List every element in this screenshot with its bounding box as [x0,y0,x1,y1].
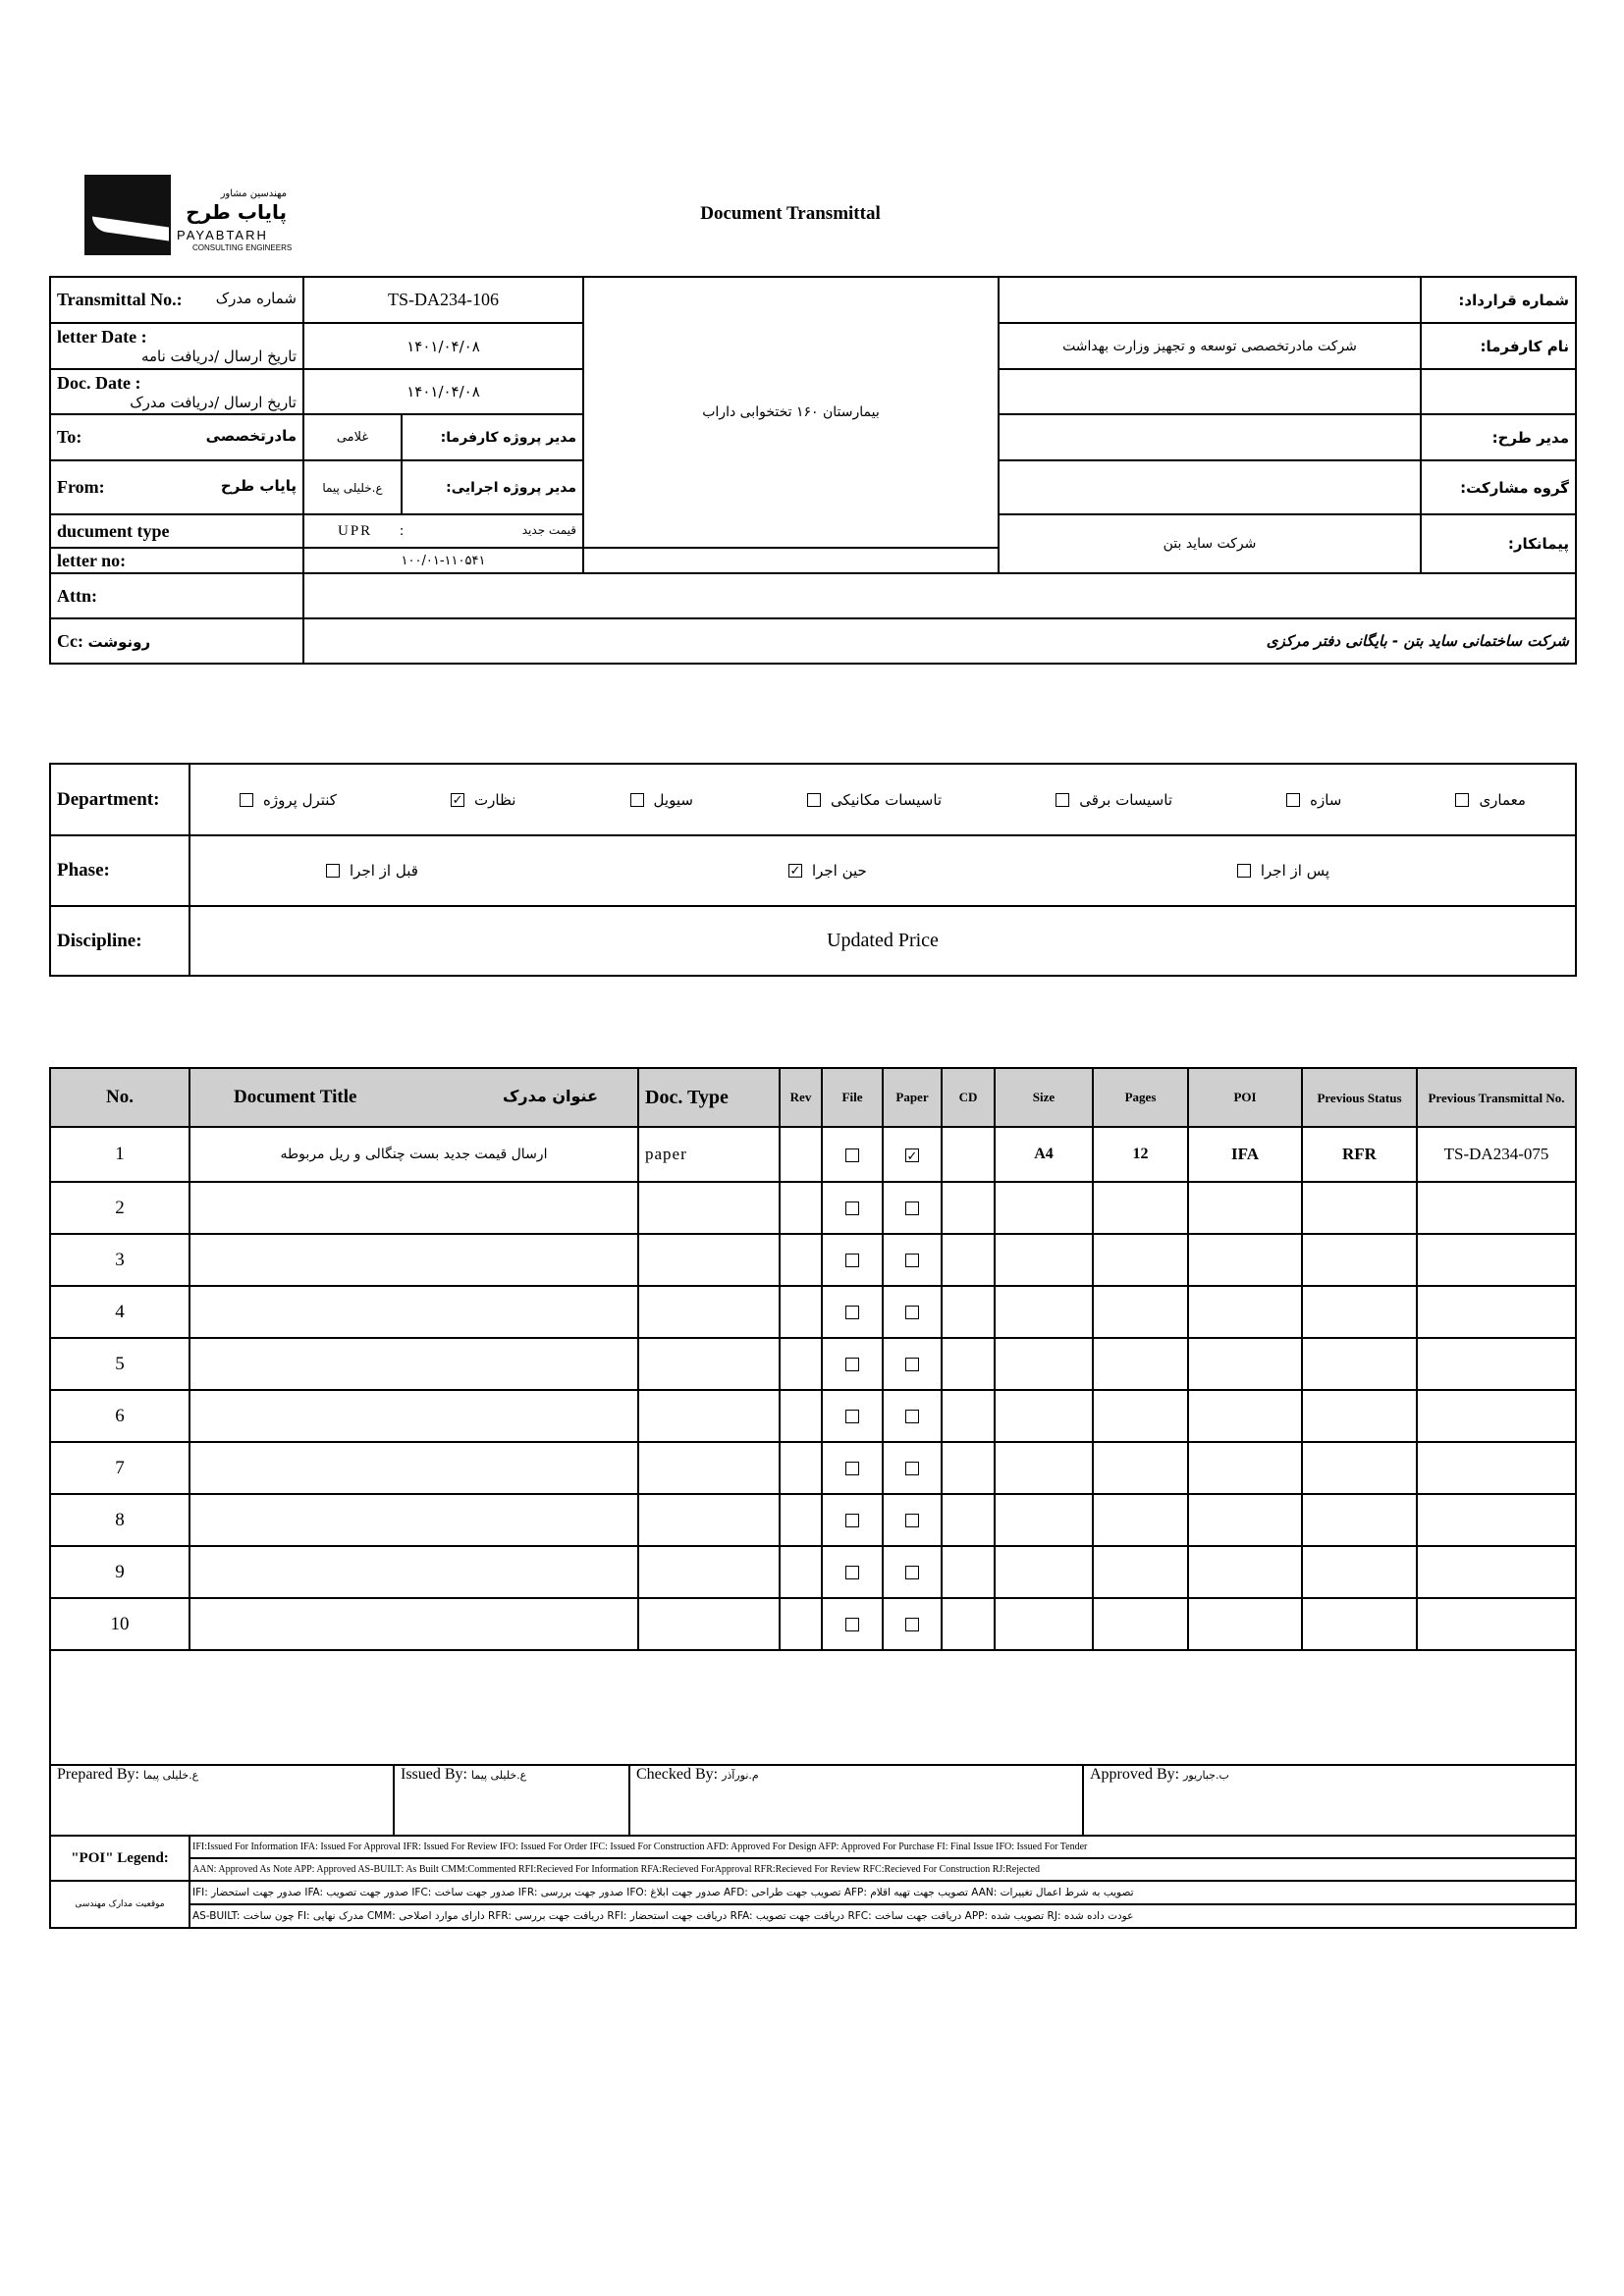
exec-pm-value: ع.خلیلی پیما [303,460,402,514]
row-title [189,1546,638,1598]
issued-by [394,1765,629,1836]
from-value: پایاب طرح [220,477,297,495]
row-doc-type [638,1182,780,1234]
project-name: بیمارستان ۱۶۰ تختخوابی داراب [583,277,999,548]
row-prev-transmittal [1417,1390,1576,1442]
row-no: 4 [50,1286,189,1338]
row-paper [883,1442,942,1494]
department-option-label: نظارت [474,790,516,809]
row-poi [1188,1546,1302,1598]
phase-label: Phase: [50,835,189,906]
letter-no-value: ۱۰۰/۰۱-۱۱۰۵۴۱ [303,548,583,573]
row-rev [780,1338,822,1390]
row-no: 9 [50,1546,189,1598]
row-cd [942,1546,995,1598]
transmittal-no-fa: شماره مدرک [215,290,297,307]
row-pages [1093,1182,1188,1234]
checkbox-icon[interactable] [905,1254,919,1267]
table-row [50,1127,1576,1182]
department-table [49,763,1577,977]
checked-by [629,1765,1083,1836]
checkbox-icon[interactable] [240,793,253,807]
row-prev-transmittal: TS-DA234-075 [1417,1127,1576,1182]
row-size [995,1546,1093,1598]
poi-legend-line2: AAN: Approved As Note APP: Approved AS-BUILT: As Built CMM:Commented RFI:Recieved For Information RFA:Recieved ForApproval RFR:Recieved For Review RFC:Recieved For Construction RJ:Rejected [189,1858,1576,1881]
prepared-by [50,1765,394,1836]
logo-en-sub: CONSULTING ENGINEERS [192,243,293,252]
logo-fa: پایاب طرح [186,200,287,224]
department-option[interactable] [1286,791,1341,809]
client-pm-label: مدیر پروژه کارفرما: [402,414,583,460]
row-file [822,1234,883,1286]
row-rev [780,1494,822,1546]
contractor-value: شرکت ساید بتن [999,514,1421,573]
approved-label: Approved By: [1090,1766,1180,1783]
logo-fa-small: مهندسین مشاور [220,188,287,199]
row-paper [883,1286,942,1338]
row-title [189,1598,638,1650]
row-prev-transmittal [1417,1442,1576,1494]
checkbox-icon[interactable] [845,1410,859,1423]
row-file [822,1598,883,1650]
checkbox-icon[interactable] [1286,793,1300,807]
row-title [189,1338,638,1390]
doc-type-cell [303,514,583,548]
row-rev [780,1182,822,1234]
department-options [189,764,1576,835]
row-prev-status [1302,1182,1417,1234]
row-paper [883,1598,942,1650]
logo-en: PAYABTARH [177,228,268,242]
checkbox-icon[interactable] [845,1566,859,1579]
cc-label: Cc: [57,630,83,651]
row-no: 3 [50,1234,189,1286]
legend-table [49,1835,1577,1929]
row-poi [1188,1234,1302,1286]
row-file [822,1182,883,1234]
table-row [50,1338,1576,1390]
table-row [50,1286,1576,1338]
attn-value [303,573,1576,618]
contract-no-value [999,277,1421,323]
row-poi [1188,1494,1302,1546]
contract-no-label: شماره قرارداد: [1421,277,1576,323]
employer-label: نام کارفرما: [1421,323,1576,369]
poi-legend-line1: IFI:Issued For Information IFA: Issued For Approval IFR: Issued For Review IFO: Issued For Order IFC: Issued For Construction AFD: Approved For Design AFP: Approved For Purchase FI: Final Issue IFO: Issued For Tender [189,1836,1576,1858]
department-option-label: کنترل پروژه [263,790,337,809]
exec-pm-label: مدیر پروژه اجرایی: [402,460,583,514]
col-file: File [822,1068,883,1127]
col-rev: Rev [780,1068,822,1127]
row-cd [942,1127,995,1182]
row-pages [1093,1442,1188,1494]
row-rev [780,1127,822,1182]
row-prev-transmittal [1417,1598,1576,1650]
partnership-label: گروه مشارکت: [1421,460,1576,514]
checkbox-icon[interactable] [905,1514,919,1527]
row-prev-transmittal [1417,1494,1576,1546]
doc-date-value: ۱۴۰۱/۰۴/۰۸ [303,369,583,414]
status-legend-label: موقعیت مدارک مهندسی [50,1881,189,1928]
row-size [995,1494,1093,1546]
checkbox-icon[interactable] [845,1201,859,1215]
row-file [822,1546,883,1598]
table-row [50,1234,1576,1286]
checkbox-icon[interactable] [905,1462,919,1475]
row-title: ارسال قیمت جدید بست چنگالی و ریل مربوطه [189,1127,638,1182]
row-pages [1093,1546,1188,1598]
department-option-label: تاسیسات مکانیکی [831,790,943,809]
attn-label: Attn: [50,573,303,618]
row-cd [942,1338,995,1390]
department-option[interactable] [807,791,942,809]
col-prev-status: Previous Status [1302,1068,1417,1127]
empty-cell [583,548,999,573]
checkbox-icon[interactable] [845,1306,859,1319]
row-cd [942,1598,995,1650]
checkbox-icon[interactable] [845,1148,859,1162]
discipline-label: Discipline: [50,906,189,976]
row-poi [1188,1338,1302,1390]
checkbox-icon[interactable] [1237,864,1251,878]
partnership-value [999,460,1421,514]
logo-mark-icon [84,175,171,255]
col-title [189,1068,638,1127]
department-option[interactable] [240,791,337,809]
col-title-en: Document Title [234,1087,357,1107]
row-size [995,1234,1093,1286]
row-no: 7 [50,1442,189,1494]
empty-cell [999,369,1421,414]
letter-date-label: letter Date : [57,327,147,347]
issued-value: ع.خلیلی پیما [471,1769,527,1782]
letter-date-fa: تاریخ ارسال /دریافت نامه [140,347,297,365]
row-doc-type [638,1338,780,1390]
row-prev-status [1302,1390,1417,1442]
row-no: 10 [50,1598,189,1650]
col-prev-transmittal: Previous Transmittal No. [1417,1068,1576,1127]
row-pages [1093,1234,1188,1286]
checked-label: Checked By: [636,1766,719,1783]
row-title [189,1182,638,1234]
transmittal-info-table [49,276,1577,665]
cc-cell [50,618,303,664]
doc-type-fa: قیمت جدید [521,522,576,537]
department-option-label: سازه [1310,790,1342,809]
letter-date-value: ۱۴۰۱/۰۴/۰۸ [303,323,583,369]
row-cd [942,1286,995,1338]
phase-option[interactable] [326,862,418,880]
department-option[interactable] [1056,791,1172,809]
table-row [50,1442,1576,1494]
checkbox-icon[interactable] [326,864,340,878]
checkbox-icon[interactable] [845,1462,859,1475]
checkbox-icon[interactable] [845,1514,859,1527]
checkbox-icon[interactable] [845,1358,859,1371]
row-title [189,1390,638,1442]
checkbox-icon[interactable] [905,1410,919,1423]
col-poi: POI [1188,1068,1302,1127]
page-title: Document Transmittal [700,203,881,224]
row-rev [780,1234,822,1286]
signatures-table [49,1764,1577,1837]
row-prev-transmittal [1417,1234,1576,1286]
department-option-label: معماری [1479,790,1526,809]
row-paper [883,1546,942,1598]
from-cell [50,460,303,514]
phase-option[interactable] [788,862,867,880]
phase-option-label: حین اجرا [811,862,867,880]
row-prev-transmittal [1417,1182,1576,1234]
row-file [822,1390,883,1442]
row-paper [883,1494,942,1546]
notes-area [50,1650,1576,1765]
row-prev-transmittal [1417,1546,1576,1598]
row-cd [942,1442,995,1494]
row-cd [942,1182,995,1234]
row-doc-type [638,1234,780,1286]
row-size [995,1182,1093,1234]
row-size: A4 [995,1127,1093,1182]
checkbox-icon[interactable] [1455,793,1469,807]
approved-value: ب.جباریور [1183,1769,1229,1782]
row-doc-type [638,1598,780,1650]
row-prev-status [1302,1338,1417,1390]
doc-date-label: Doc. Date : [57,372,141,393]
row-doc-type [638,1442,780,1494]
row-prev-status [1302,1494,1417,1546]
row-cd [942,1494,995,1546]
department-option[interactable] [1455,791,1526,809]
row-prev-transmittal [1417,1338,1576,1390]
row-prev-status: RFR [1302,1127,1417,1182]
table-row [50,1494,1576,1546]
table-row [50,1390,1576,1442]
doc-type-value: UPR [338,522,373,539]
department-option-label: تاسیسات برقی [1079,790,1172,809]
row-rev [780,1546,822,1598]
to-cell [50,414,303,460]
employer-value: شرکت مادرتخصصی توسعه و تجهیز وزارت بهداشت [999,323,1421,369]
row-doc-type [638,1390,780,1442]
phase-options [189,835,1576,906]
row-doc-type [638,1546,780,1598]
row-poi [1188,1286,1302,1338]
checked-value: م.نورآذر [722,1769,759,1782]
row-paper [883,1338,942,1390]
checkbox-icon[interactable] [1056,793,1069,807]
transmittal-no-value: TS-DA234-106 [303,277,583,323]
row-poi [1188,1598,1302,1650]
letter-no-label: letter no: [50,548,303,573]
status-legend-line1: IFI: صدور جهت استحضار IFA: صدور جهت تصویب IFC: صدور جهت ساخت IFR: صدور جهت بررسی IFO: صدور جهت ابلاغ AFD: تصویب جهت طراحی AFP: تصویب جهت تهیه اقلام AAN: تصویب به شرط اعمال تغییرات [189,1881,1576,1904]
row-paper [883,1390,942,1442]
col-paper: Paper [883,1068,942,1127]
table-row [50,1598,1576,1650]
checkbox-icon[interactable] [845,1254,859,1267]
row-cd [942,1234,995,1286]
row-prev-status [1302,1442,1417,1494]
transmittal-no-label: Transmittal No.: [57,290,183,309]
row-size [995,1286,1093,1338]
phase-option-label: قبل از اجرا [350,862,418,880]
col-pages: Pages [1093,1068,1188,1127]
cc-value: شرکت ساختمانی ساید بتن - بایگانی دفتر مرکزی [303,618,1576,664]
checkbox-icon[interactable] [905,1618,919,1631]
row-poi [1188,1442,1302,1494]
col-cd: CD [942,1068,995,1127]
from-label: From: [57,477,105,497]
row-paper [883,1127,942,1182]
empty-cell [1421,369,1576,414]
row-pages [1093,1390,1188,1442]
approved-by [1083,1765,1576,1836]
prepared-value: ع.خلیلی پیما [142,1769,199,1782]
row-pages [1093,1286,1188,1338]
row-pages [1093,1338,1188,1390]
row-pages: 12 [1093,1127,1188,1182]
row-title [189,1442,638,1494]
col-title-fa: عنوان مدرک [503,1087,598,1105]
checkbox-checked-icon[interactable]: ✓ [906,1148,918,1163]
issued-label: Issued By: [401,1766,467,1783]
row-prev-status [1302,1286,1417,1338]
status-legend-line2: AS-BUILT: چون ساخت FI: مدرک نهایی CMM: دارای موارد اصلاحی RFR: دریافت جهت بررسی RFI: دریافت جهت استحضار RFA: دریافت جهت تصویب RFC: دریافت جهت ساخت APP: تصویب شده RJ: عودت داده شده [189,1904,1576,1928]
design-manager-label: مدیر طرح: [1421,414,1576,460]
client-pm-value: غلامی [303,414,402,460]
department-option-label: سیویل [653,790,693,809]
checkbox-icon[interactable] [630,793,644,807]
row-doc-type [638,1286,780,1338]
row-prev-status [1302,1546,1417,1598]
row-no: 1 [50,1127,189,1182]
row-title [189,1494,638,1546]
table-row [50,1546,1576,1598]
row-no: 6 [50,1390,189,1442]
contractor-label: پیمانکار: [1421,514,1576,573]
row-rev [780,1390,822,1442]
checkbox-icon[interactable] [845,1618,859,1631]
doc-date-cell [50,369,303,414]
row-prev-status [1302,1598,1417,1650]
row-size [995,1598,1093,1650]
row-prev-status [1302,1234,1417,1286]
transmittal-no-cell [50,277,303,323]
to-value: مادرتخصصی [205,427,297,445]
discipline-value: Updated Price [189,906,1576,976]
prepared-label: Prepared By: [57,1766,139,1783]
row-poi [1188,1390,1302,1442]
row-cd [942,1390,995,1442]
phase-option[interactable] [1237,862,1329,880]
doc-type-label: ducument type [50,514,303,548]
row-title [189,1234,638,1286]
row-file [822,1338,883,1390]
row-file [822,1442,883,1494]
row-rev [780,1442,822,1494]
doc-type-sep: : [399,522,405,539]
checkbox-icon[interactable] [807,793,821,807]
col-size: Size [995,1068,1093,1127]
documents-table [49,1067,1577,1766]
row-file [822,1286,883,1338]
table-row [50,1182,1576,1234]
row-size [995,1390,1093,1442]
row-size [995,1442,1093,1494]
row-doc-type [638,1494,780,1546]
row-poi: IFA [1188,1127,1302,1182]
row-no: 5 [50,1338,189,1390]
row-rev [780,1286,822,1338]
checkbox-icon[interactable] [905,1566,919,1579]
row-file [822,1494,883,1546]
doc-date-fa: تاریخ ارسال /دریافت مدرک [130,393,297,411]
col-no: No. [50,1068,189,1127]
checkbox-checked-icon[interactable]: ✓ [452,792,463,808]
row-paper [883,1182,942,1234]
checkbox-checked-icon[interactable]: ✓ [789,864,801,879]
department-option[interactable] [630,791,693,809]
checkbox-icon[interactable] [905,1201,919,1215]
row-prev-transmittal [1417,1286,1576,1338]
design-manager-value [999,414,1421,460]
company-logo [84,175,300,263]
row-file [822,1127,883,1182]
department-option[interactable] [451,791,515,809]
cc-fa: رونوشت [87,632,151,651]
row-rev [780,1598,822,1650]
letter-date-cell [50,323,303,369]
checkbox-icon[interactable] [905,1306,919,1319]
row-size [995,1338,1093,1390]
row-paper [883,1234,942,1286]
to-label: To: [57,427,82,447]
row-title [189,1286,638,1338]
checkbox-icon[interactable] [905,1358,919,1371]
row-pages [1093,1494,1188,1546]
row-no: 8 [50,1494,189,1546]
row-no: 2 [50,1182,189,1234]
department-label: Department: [50,764,189,835]
row-poi [1188,1182,1302,1234]
poi-legend-label: "POI" Legend: [50,1836,189,1881]
phase-option-label: پس از اجرا [1260,862,1329,880]
row-pages [1093,1598,1188,1650]
row-doc-type: paper [638,1127,780,1182]
col-doc-type: Doc. Type [638,1068,780,1127]
